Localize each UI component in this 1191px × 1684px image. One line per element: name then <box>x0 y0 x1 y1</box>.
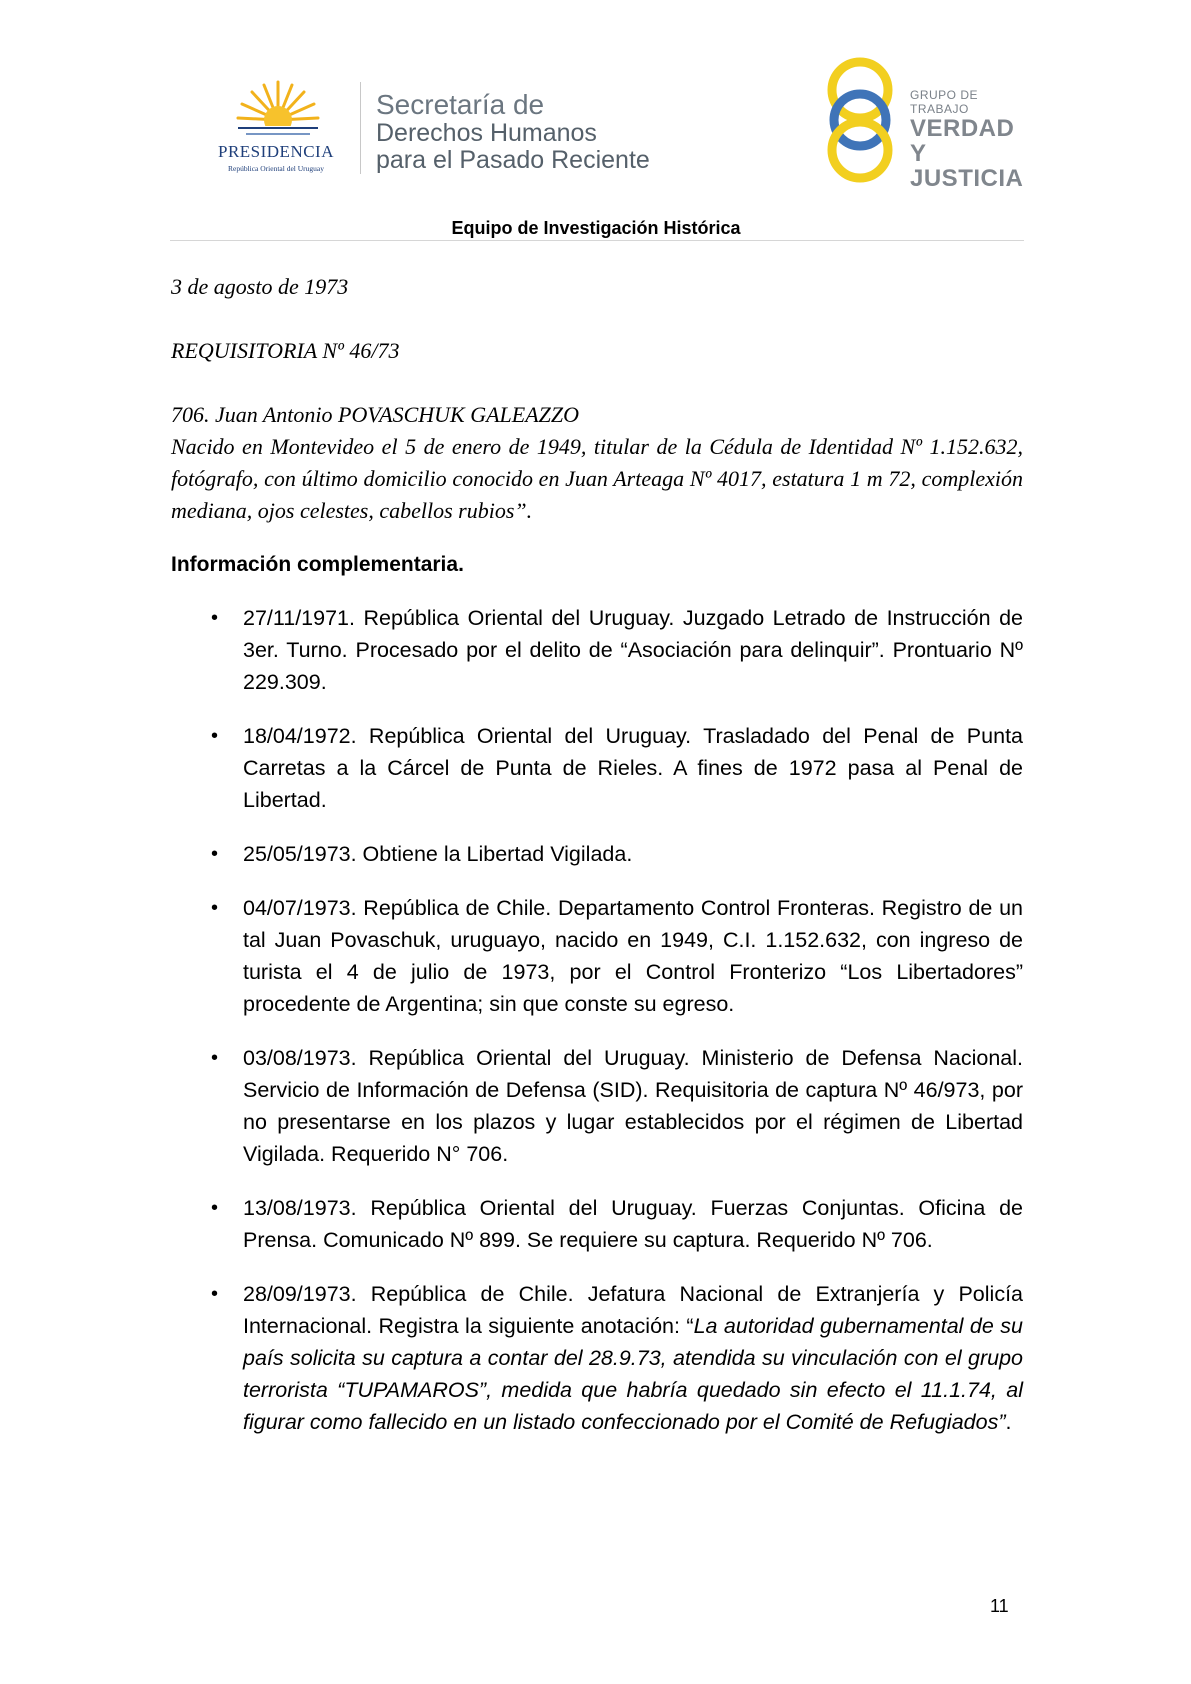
list-item <box>171 720 1023 816</box>
list-item <box>171 1278 1023 1438</box>
document-date: 3 de agosto de 1973 <box>171 274 349 299</box>
list-item <box>171 838 1023 870</box>
page-header <box>0 0 1191 250</box>
header-divider <box>360 82 361 174</box>
entry-text: 13/08/1973. República Oriental del Uruguay. Fuerzas Conjuntas. Oficina de Prensa. Comunicado Nº 899. Se requiere su captura. Requerido Nº 706. <box>243 1196 1023 1252</box>
entry-text: 04/07/1973. República de Chile. Departamento Control Fronteras. Registro de un tal Juan Povaschuk, uruguayo, nacido en 1949, C.I. 1.152.632, con ingreso de turista el 4 de julio de 1973, por el Control Fronterizo “Los Libertadores” procedente de Argentina; sin que conste su egreso. <box>243 896 1023 1016</box>
justicia-label: JUSTICIA <box>910 165 1024 192</box>
list-item <box>171 602 1023 698</box>
entry-text: 18/04/1972. República Oriental del Uruguay. Trasladado del Penal de Punta Carretas a la Cárcel de Punta de Rieles. A fines de 1972 pasa al Penal de Libertad. <box>243 724 1023 812</box>
verdad-justicia-logo <box>820 56 1030 192</box>
secretaria-line-2: Derechos Humanos <box>376 119 597 147</box>
entry-text: 28/09/1973. República de Chile. Jefatura Nacional de Extranjería y Policía Internacional. Registra la siguiente anotación: “ <box>243 1282 1023 1338</box>
bullet: • <box>211 843 219 865</box>
info-section-title: Información complementaria. <box>171 553 464 576</box>
info-entries-list <box>171 602 1023 1460</box>
bullet: • <box>211 725 219 747</box>
bullet: • <box>211 1283 219 1305</box>
entry-text: 03/08/1973. República Oriental del Uruguay. Ministerio de Defensa Nacional. Servicio de Información de Defensa (SID). Requisitoria de captura Nº 46/973, por no presentarse en los plazos y lugar establecidos por el régimen de Libertad Vigilada. Requerido N° 706. <box>243 1046 1023 1166</box>
list-item <box>171 892 1023 1020</box>
entry-text: 25/05/1973. Obtiene la Libertad Vigilada. <box>243 842 633 866</box>
entry-quote: La autoridad gubernamental de su país solicita su captura a contar del 28.9.73, atendida su vinculación con el grupo terrorista “TUPAMAROS”, medida que habría quedado sin efecto el 11.1.74, al figurar como fallecido en un listado confeccionado por el Comité de Refugiados” <box>243 1314 1023 1434</box>
verdad-label: VERDAD Y <box>910 115 1015 167</box>
list-item <box>171 1042 1023 1170</box>
sun-icon <box>236 80 320 140</box>
person-name-line: 706. Juan Antonio POVASCHUK GALEAZZO <box>171 402 580 427</box>
requisitoria-number: REQUISITORIA Nº 46/73 <box>171 338 400 363</box>
list-item <box>171 1192 1023 1256</box>
bullet: • <box>211 607 219 629</box>
grupo-trabajo-label: GRUPO DE TRABAJO <box>910 88 979 116</box>
bullet: • <box>211 897 219 919</box>
bullet: • <box>211 1197 219 1219</box>
presidencia-subtitle: República Oriental del Uruguay <box>227 164 324 173</box>
person-block <box>171 399 1023 527</box>
presidencia-logo <box>196 80 356 180</box>
header-rule <box>170 240 1024 241</box>
secretaria-logo-text <box>376 90 650 174</box>
verdad-justicia-text <box>910 88 1030 191</box>
bullet: • <box>211 1047 219 1069</box>
page-number: 11 <box>990 1596 1009 1616</box>
presidencia-title: PRESIDENCIA <box>217 142 334 161</box>
rings-icon <box>820 56 900 184</box>
entry-text: 27/11/1971. República Oriental del Uruguay. Juzgado Letrado de Instrucción de 3er. Turno. Procesado por el delito de “Asociación para delinquir”. Prontuario Nº 229.309. <box>243 606 1023 694</box>
person-description: Nacido en Montevideo el 5 de enero de 1949, titular de la Cédula de Identidad Nº 1.152.632, fotógrafo, con último domicilio conocido en Juan Arteaga Nº 4017, estatura 1 m 72, complexión mediana, ojos celestes, cabellos rubios”. <box>171 434 1023 523</box>
entry-suffix: . <box>1005 1410 1012 1434</box>
secretaria-line-1: Secretaría de <box>376 89 545 120</box>
team-heading: Equipo de Investigación Histórica <box>451 218 741 238</box>
secretaria-line-3: para el Pasado Reciente <box>376 146 650 174</box>
